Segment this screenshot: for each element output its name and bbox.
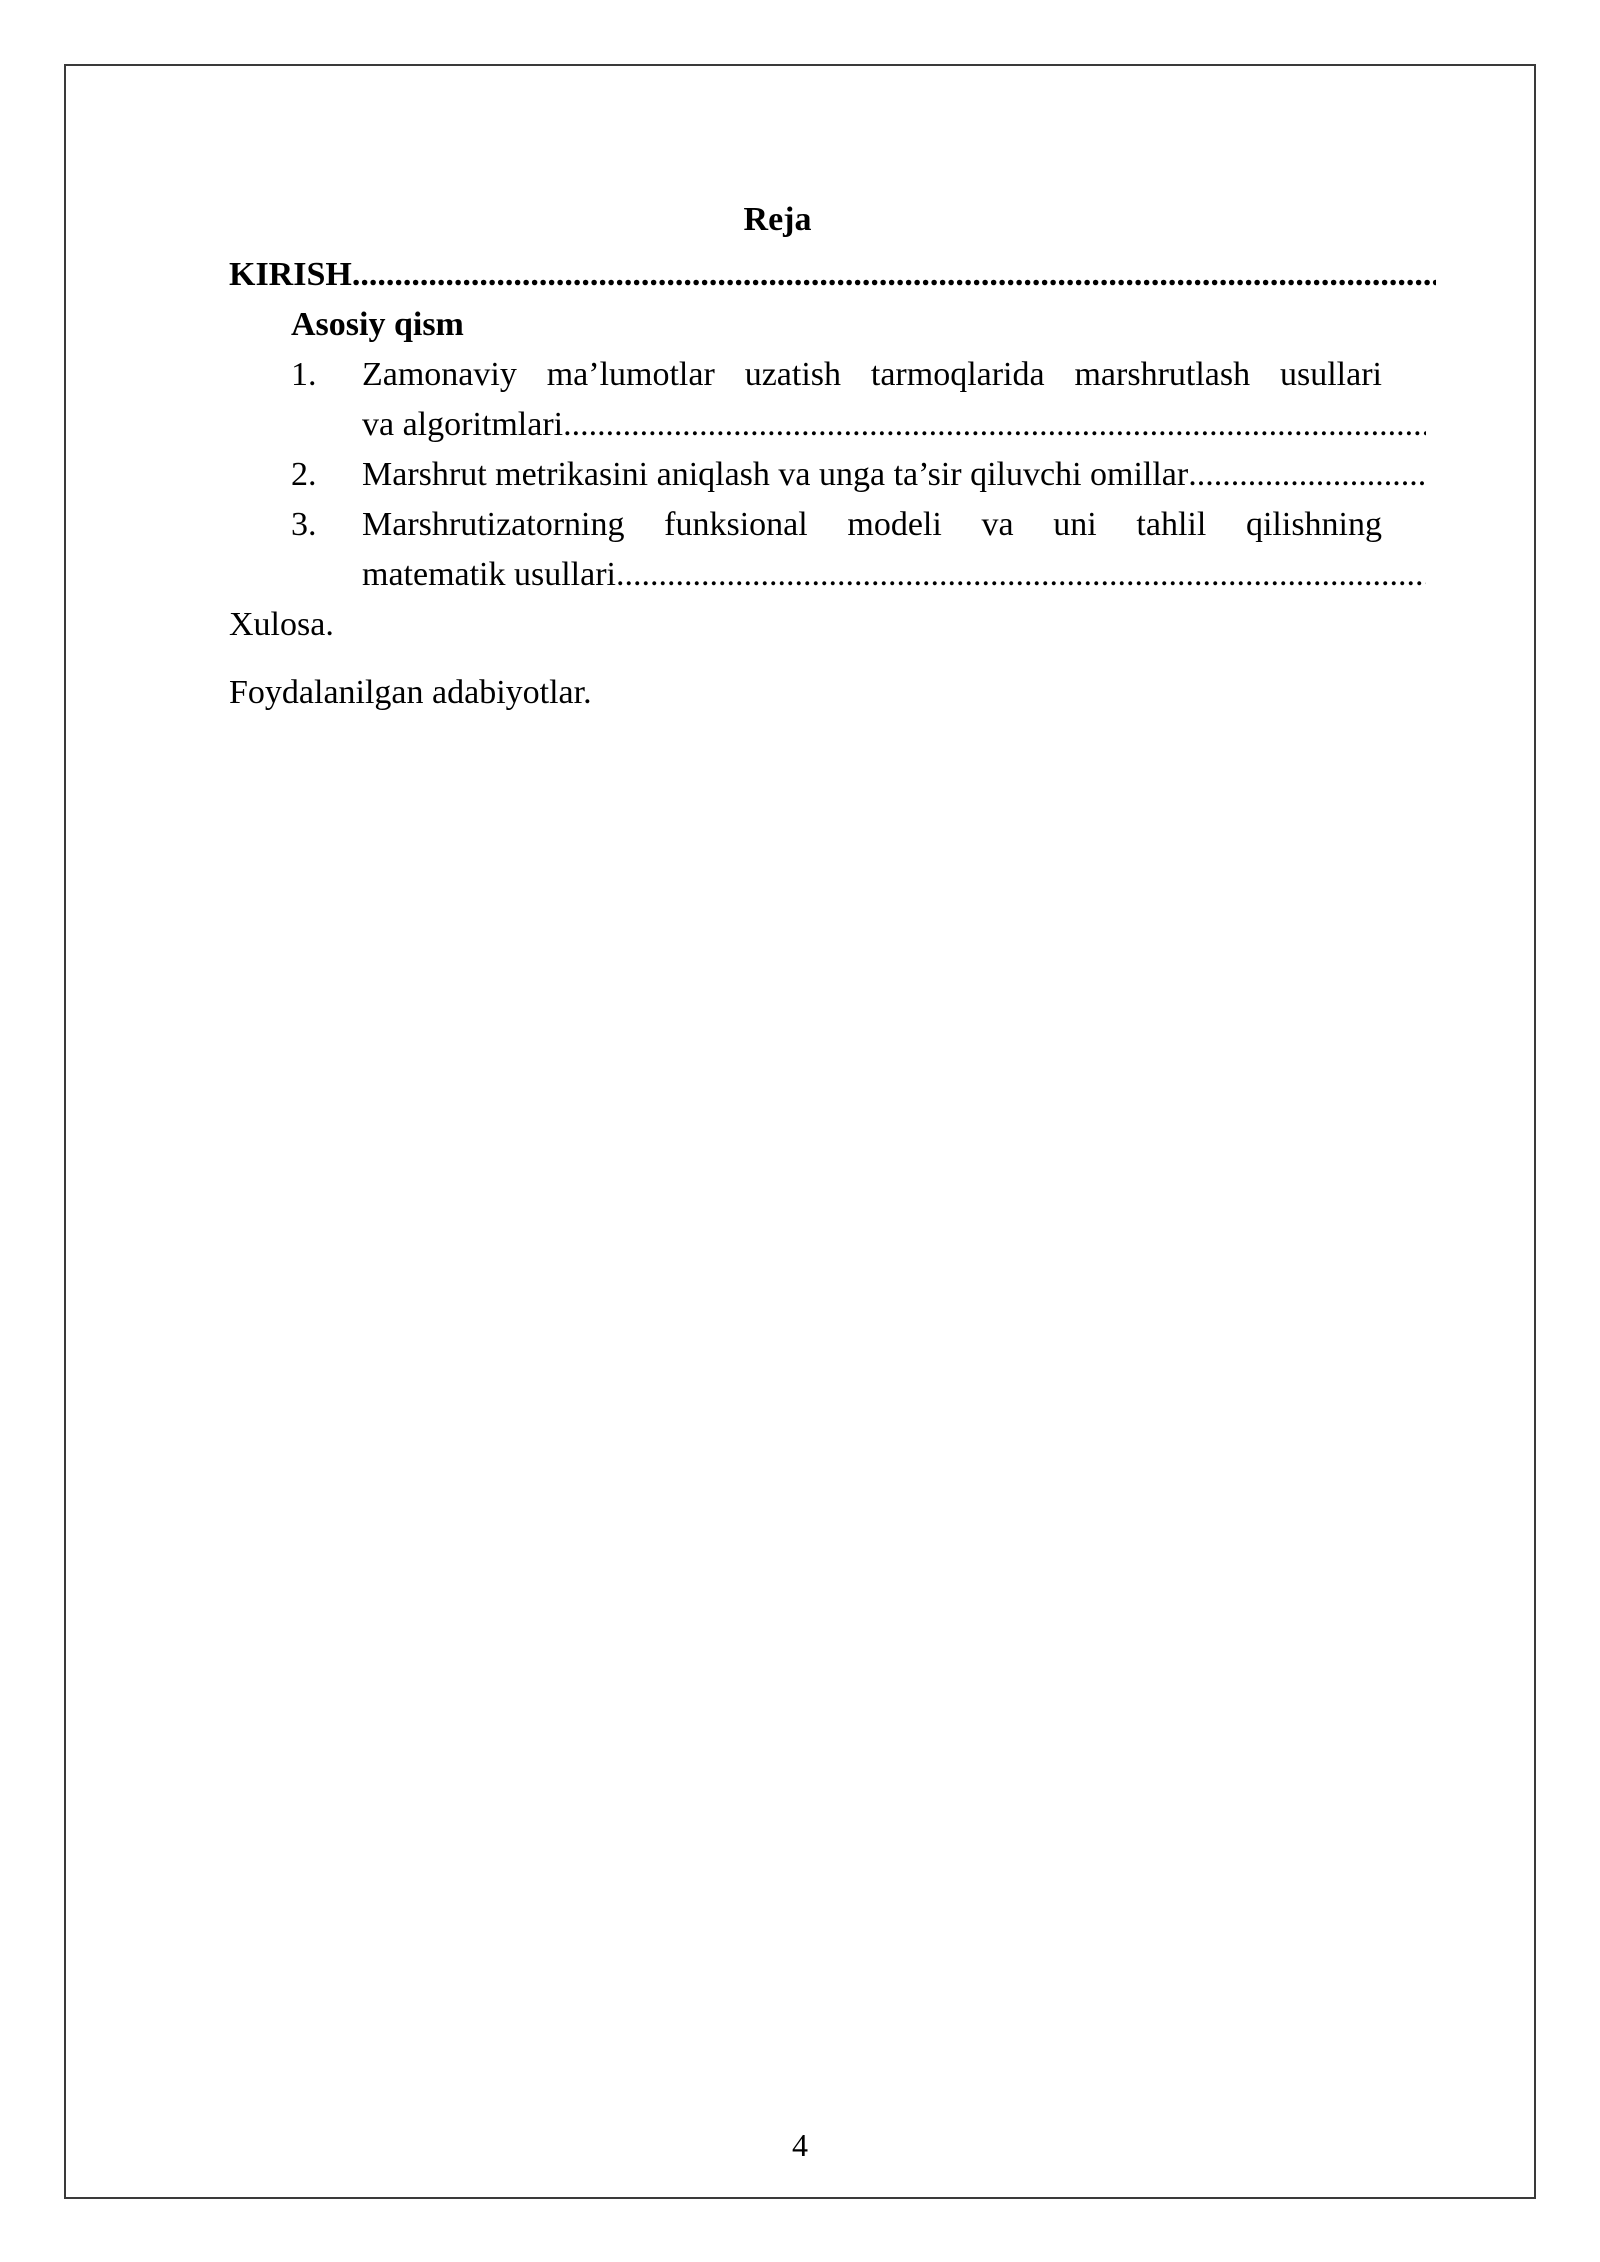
spacer [229,650,1436,668]
toc-item-line-with-leader [362,400,1426,450]
toc-item-2 [229,450,1436,500]
toc-item-number: 1. [291,356,317,393]
toc-item-1 [229,350,1436,450]
toc-entry-intro-label: KIRISH [229,256,352,293]
toc-item-line: Marshrutizatorning funksional modeli va uni tahlil qilishning [362,506,1382,543]
toc-item-line-with-leader [362,550,1426,600]
toc-item-label: Marshrut metrikasini aniqlash va unga ta’sir qiluvchi omillar [362,456,1189,493]
toc-entry-references: Foydalanilgan adabiyotlar. [229,674,592,711]
table-of-contents [229,190,1436,718]
main-part-heading: Asosiy qism [291,306,464,343]
toc-item-3 [229,500,1436,600]
toc-item-label: matematik usullari [362,556,616,593]
toc-item-label: va algoritmlari [362,406,564,443]
dot-leader [1188,450,1426,500]
page-title: Reja [743,201,812,238]
toc-item-number: 2. [291,456,317,493]
dot-leader [563,400,1426,450]
dot-leader [616,550,1426,600]
toc-item-line-with-leader [362,450,1426,500]
page-number: 4 [792,2127,808,2163]
toc-item-number: 3. [291,506,317,543]
toc-item-line: Zamonaviy ma’lumotlar uzatish tarmoqlarida marshrutlash usullari [362,356,1382,393]
dot-leader [352,250,1436,300]
toc-entry-intro [229,250,1436,300]
toc-entry-conclusion: Xulosa. [229,606,334,643]
